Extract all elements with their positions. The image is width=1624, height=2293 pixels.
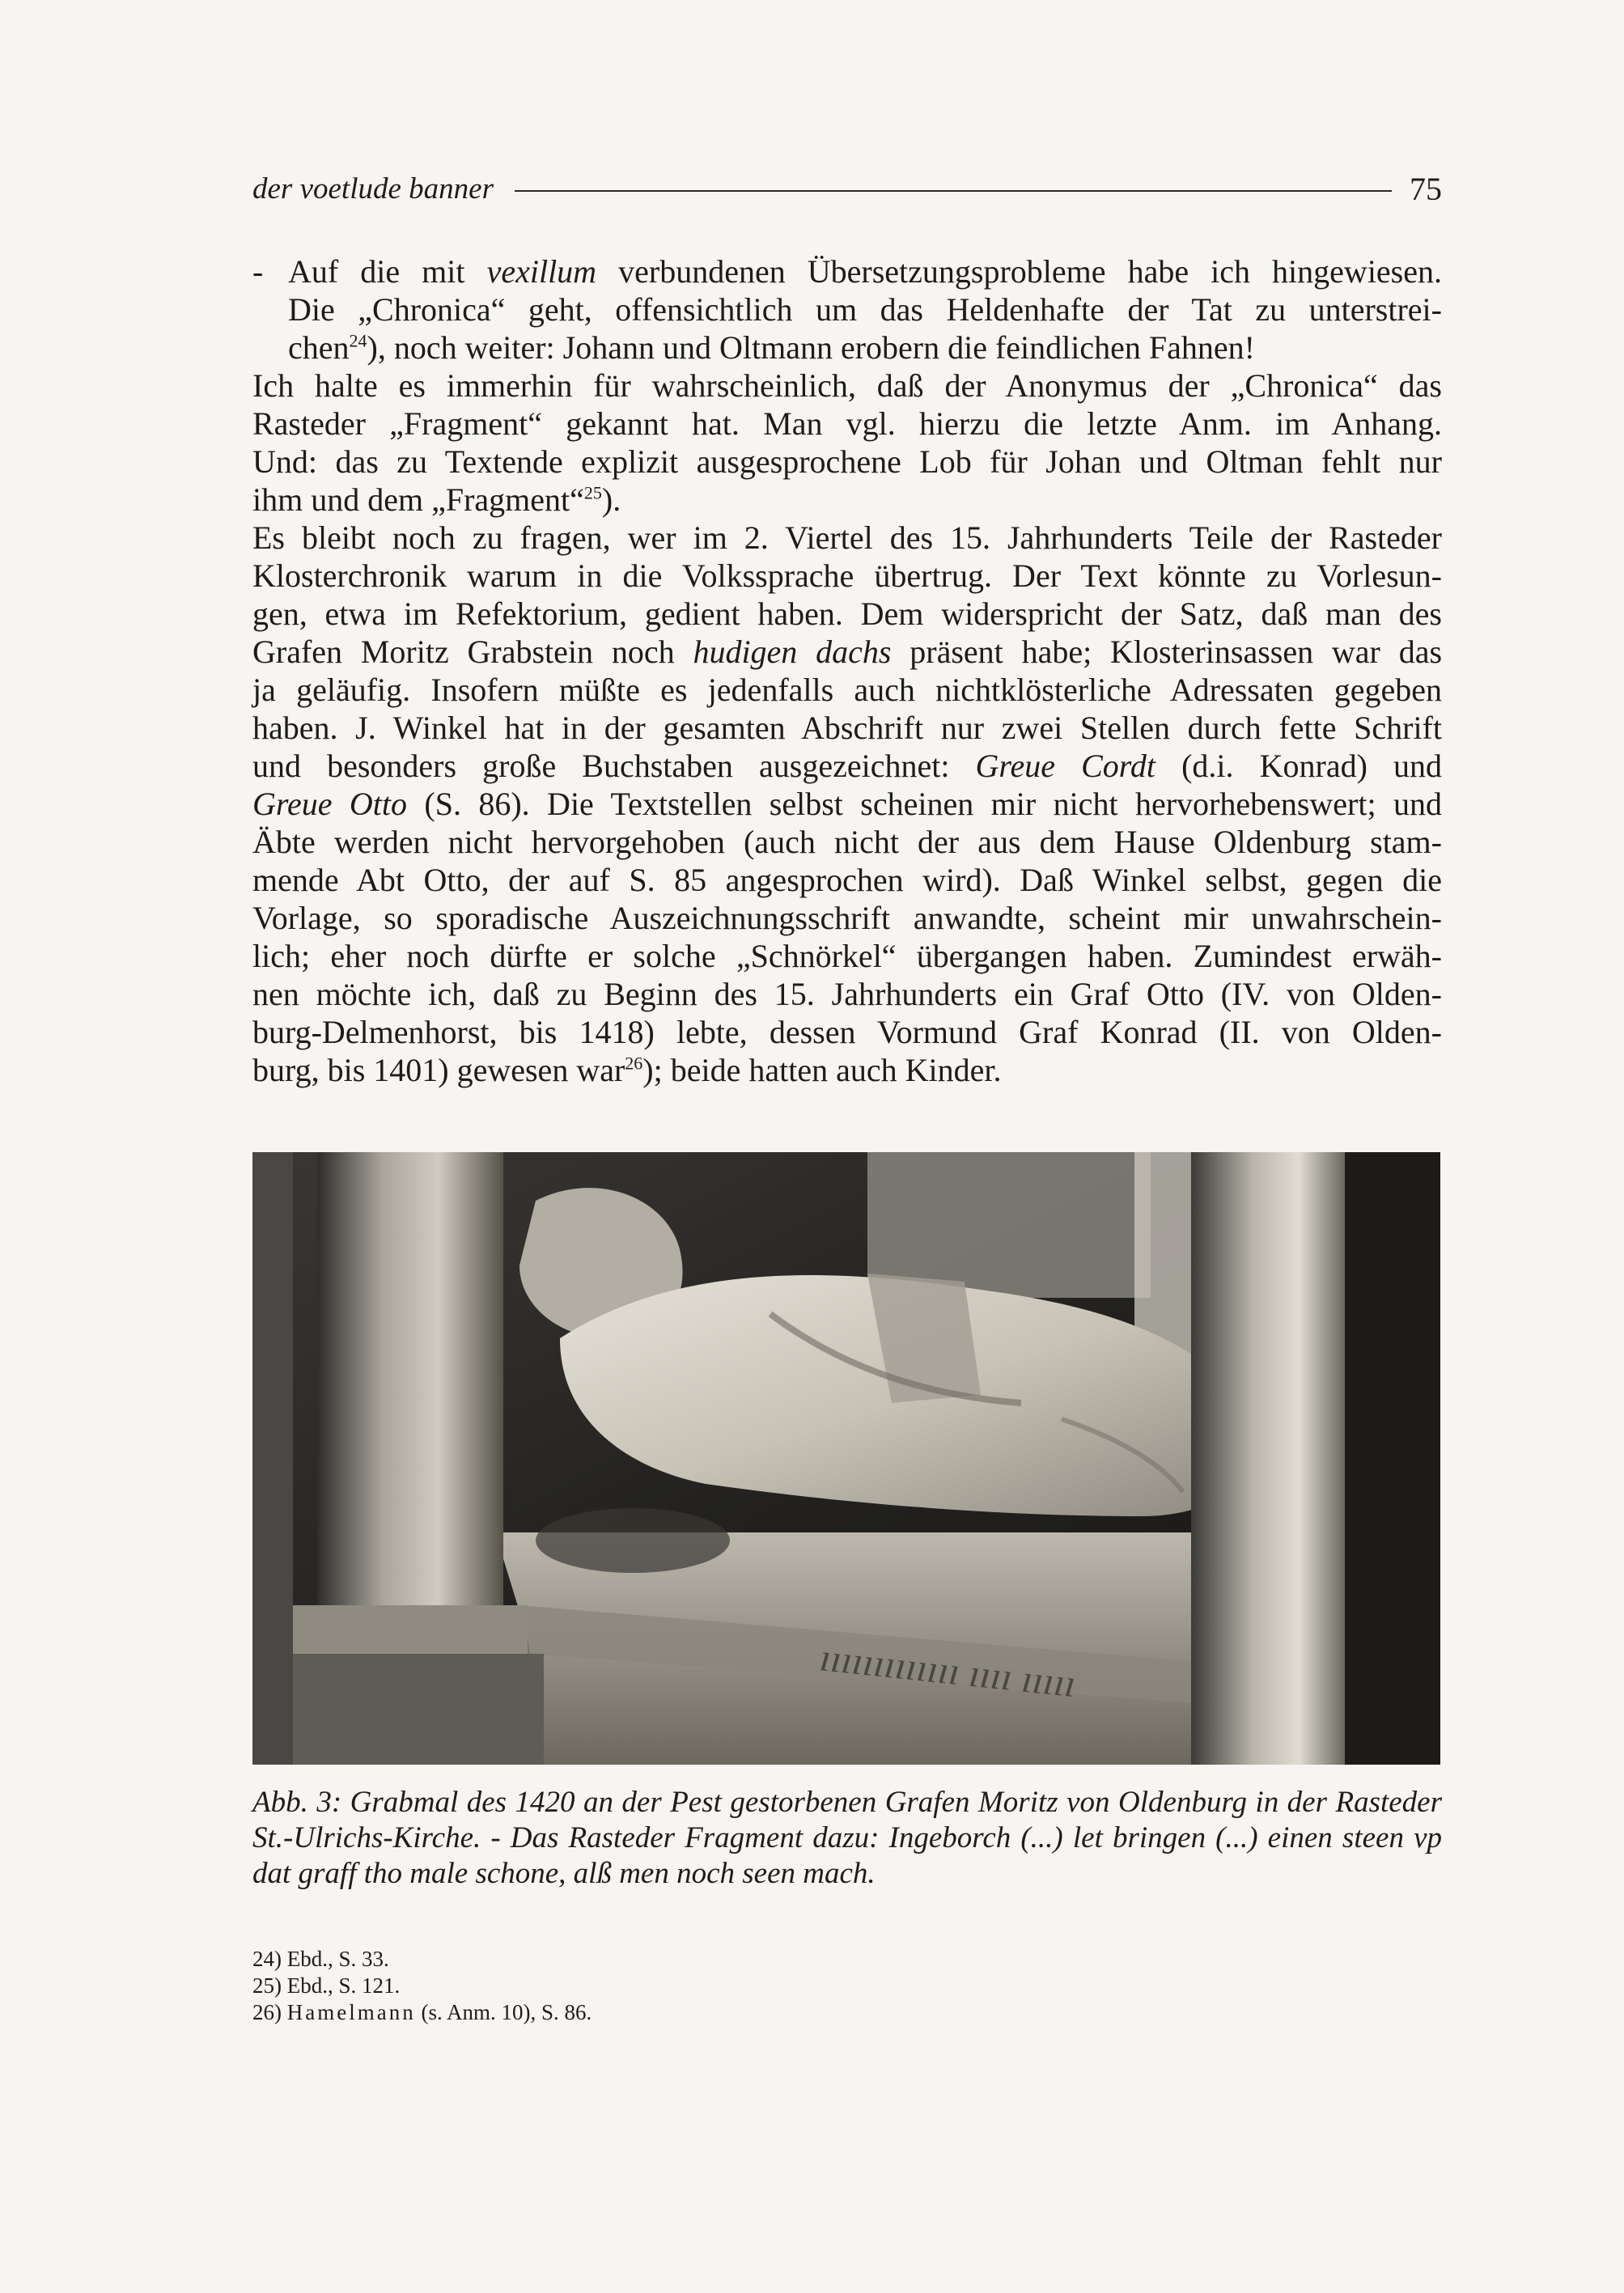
caption-line: St.-Ulrichs-Kirche. - Das Rasteder Fragment dazu: Ingeborch (...) let bringen (...) einen steen vp xyxy=(252,1821,1442,1854)
footnotes xyxy=(252,1946,1062,2026)
text-line: Äbte werden nicht hervorgehoben (auch nicht der aus dem Hause Oldenburg stam- xyxy=(252,824,1442,860)
body-text xyxy=(252,252,1442,1089)
list-dash: - xyxy=(252,253,264,290)
text-line: burg, bis 1401) gewesen war$^{26}$); beide hatten auch Kinder. xyxy=(252,1052,1002,1088)
text-line: chen$^{24}$), noch weiter: Johann und Oltmann erobern die feindlichen Fahnen! xyxy=(288,329,1255,366)
text-line: haben. J. Winkel hat in der gesamten Abschrift nur zwei Stellen durch fette Schrift xyxy=(252,710,1442,746)
caption-line: dat graff tho male schone, alß men noch seen mach. xyxy=(252,1857,876,1890)
running-header xyxy=(252,164,1442,213)
footnote-author: Hamelmann xyxy=(286,2000,416,2024)
caption-line: Abb. 3: Grabmal des 1420 an der Pest gestorbenen Grafen Moritz von Oldenburg in der Rasteder xyxy=(252,1786,1442,1819)
text-line: Es bleibt noch zu fragen, wer im 2. Viertel des 15. Jahrhunderts Teile der Rasteder xyxy=(252,519,1442,556)
text-line: gen, etwa im Refektorium, gedient haben. Dem widerspricht der Satz, daß man des xyxy=(252,596,1442,632)
paragraph xyxy=(252,367,1442,519)
footnote-text: Ebd., S. 33. xyxy=(286,1947,389,1971)
text-line: Auf die mit vexillum verbundenen Übersetzungsprobleme habe ich hingewiesen. xyxy=(288,253,1442,290)
text-line: Grafen Moritz Grabstein noch hudigen dachs präsent habe; Klosterinsassen war das xyxy=(252,634,1443,670)
footnote-number: 25) xyxy=(252,1973,282,1998)
text-line: ja geläufig. Insofern müßte es jedenfalls auch nichtklösterliche Adressaten gegeben xyxy=(252,672,1442,708)
footnote-ref[interactable]: 24 xyxy=(349,330,367,351)
figure-caption xyxy=(252,1785,1442,1892)
footnote-ref[interactable]: 25 xyxy=(583,482,602,503)
paragraph xyxy=(252,519,1442,1089)
footnote-number: 24) xyxy=(252,1947,282,1971)
footnote xyxy=(252,1999,1062,2026)
text-line: Vorlage, so sporadische Auszeichnungsschrift anwandte, scheint mir unwahrschein- xyxy=(252,900,1442,936)
footnote xyxy=(252,1973,1062,1999)
text-line: Die „Chronica“ geht, offensichtlich um das Heldenhafte der Tat zu unterstrei- xyxy=(288,291,1442,328)
page-number: 75 xyxy=(1410,170,1442,207)
text-line: nen möchte ich, daß zu Beginn des 15. Jahrhunderts ein Graf Otto (IV. von Olden- xyxy=(252,976,1442,1012)
text-line: Und: das zu Textende explizit ausgesprochene Lob für Johan und Oltman fehlt nur xyxy=(252,443,1442,480)
footnote-text: (s. Anm. 10), S. 86. xyxy=(415,2000,592,2024)
text-line: Rasteder „Fragment“ gekannt hat. Man vgl. hierzu die letzte Anm. im Anhang. xyxy=(252,405,1442,442)
tomb-photograph-illustration xyxy=(252,1152,1440,1765)
text-line: Klosterchronik warum in die Volkssprache übertrug. Der Text könnte zu Vorlesun- xyxy=(252,557,1442,594)
text-line: Greue Otto (S. 86). Die Textstellen selbst scheinen mir nicht hervorhebenswert; und xyxy=(252,786,1442,822)
text-line: burg-Delmenhorst, bis 1418) lebte, dessen Vormund Graf Konrad (II. von Olden- xyxy=(252,1014,1442,1050)
running-title: der voetlude banner xyxy=(252,172,494,206)
text-line: mende Abt Otto, der auf S. 85 angesprochen wird). Daß Winkel selbst, gegen die xyxy=(252,862,1442,898)
text-line: lich; eher noch dürfte er solche „Schnörkel“ übergangen haben. Zumindest erwäh- xyxy=(252,938,1442,974)
header-rule xyxy=(515,190,1392,192)
footnote-ref[interactable]: 26 xyxy=(625,1053,643,1074)
footnote xyxy=(252,1946,1062,1973)
svg-text:ııııııııııııı ıııı ııııı: ııııııııııııı ıııı ııııı xyxy=(817,1636,1079,1706)
text-line: Ich halte es immerhin für wahrscheinlich, daß der Anonymus der „Chronica“ das xyxy=(252,367,1442,404)
footnote-text: Ebd., S. 121. xyxy=(286,1973,401,1998)
footnote-number: 26) xyxy=(252,2000,282,2024)
tomb-photograph xyxy=(252,1152,1440,1765)
paragraph-list-item xyxy=(252,252,1442,367)
text-line: ihm und dem „Fragment“$^{25}$). xyxy=(252,481,621,518)
text-line: und besonders große Buchstaben ausgezeichnet: Greue Cordt (d.i. Konrad) und xyxy=(252,748,1442,784)
